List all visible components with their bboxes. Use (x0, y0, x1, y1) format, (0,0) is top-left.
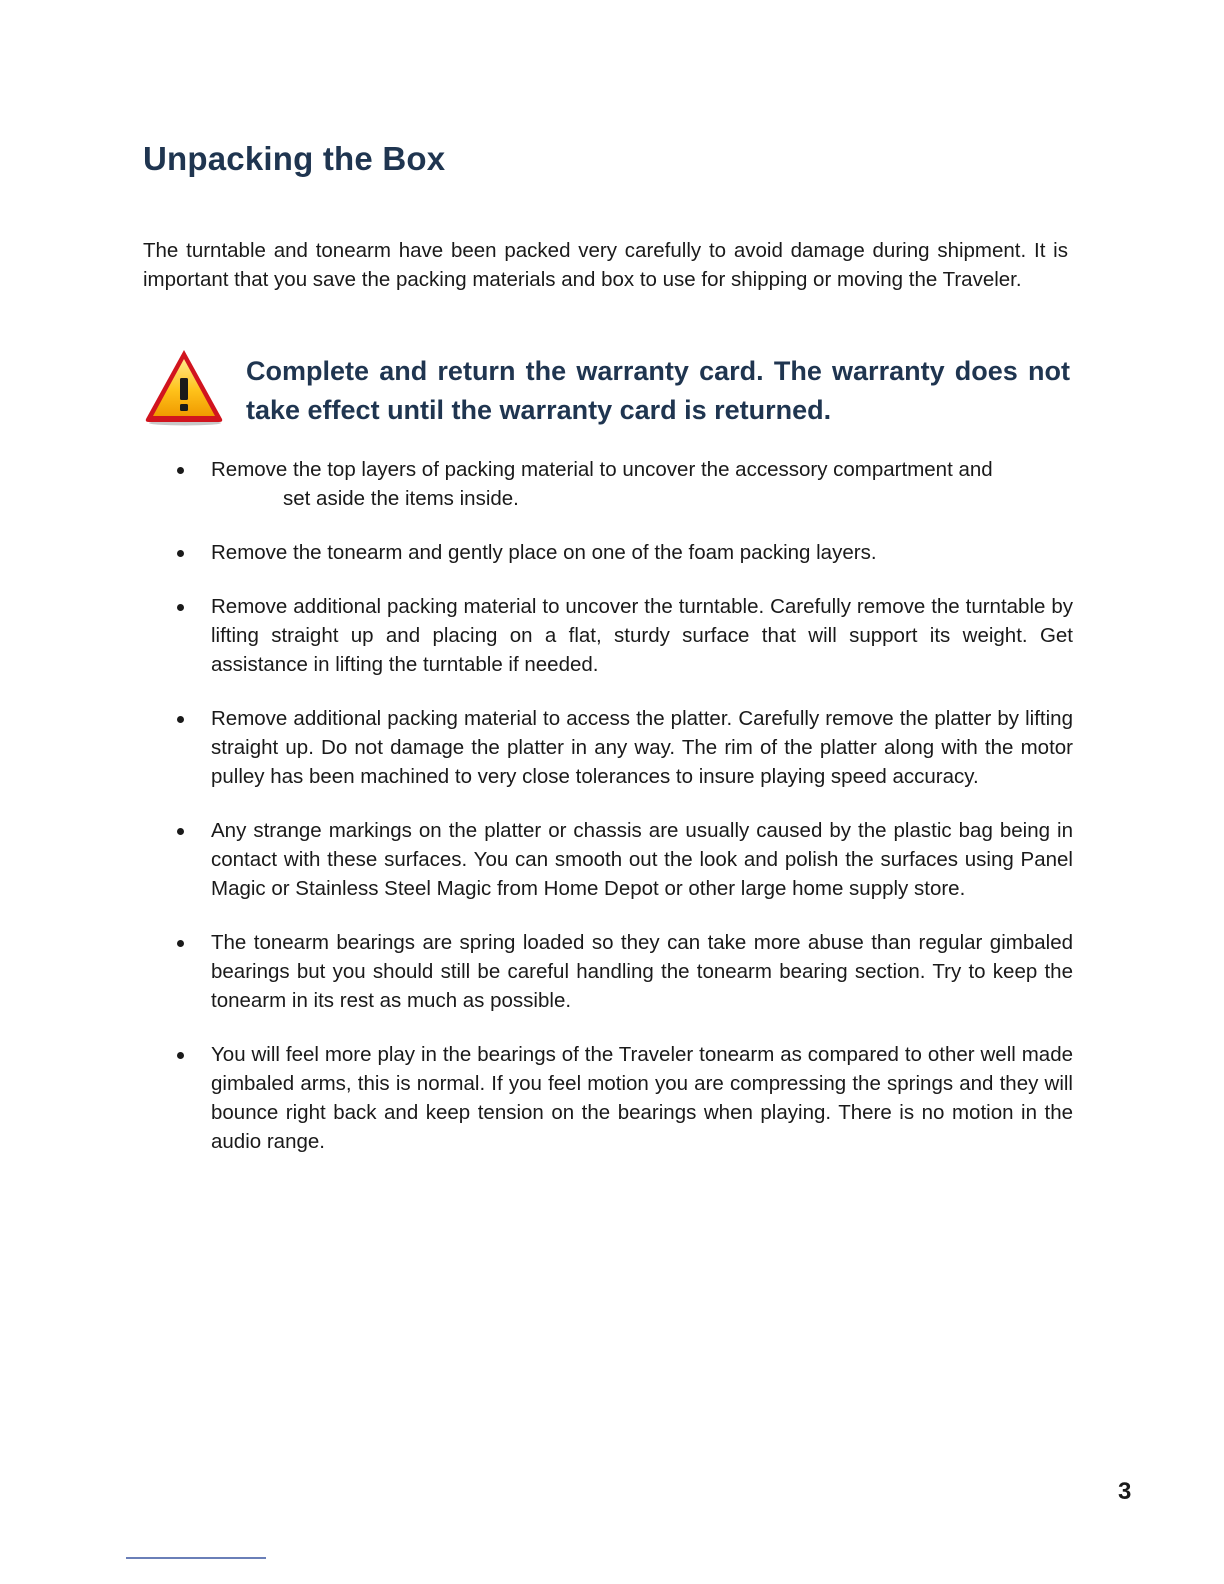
bullet-dot (177, 828, 184, 835)
bullet-dot (177, 550, 184, 557)
list-item-text: You will feel more play in the bearings of the Traveler tonearm as compared to other well made gimbaled arms, this is normal. If you feel motion you are compressing the springs and they will bounce right back and keep tension on the bearings when playing. There is no motion in the audio range. (211, 1043, 1073, 1153)
warning-triangle-icon (143, 346, 225, 426)
list-item-text: Remove the top layers of packing material to uncover the accessory compartment and (211, 458, 993, 481)
list-item (143, 538, 1073, 567)
page-title: Unpacking the Box (143, 140, 446, 177)
intro-paragraph: The turntable and tonearm have been packed very carefully to avoid damage during shipment. It is important that you save the packing materials and box to use for shipping or moving the Traveler. (143, 239, 1068, 291)
list-item-text: Any strange markings on the platter or chassis are usually caused by the plastic bag being in contact with these surfaces. You can smooth out the look and polish the surfaces using Panel Magic or Stainless Steel Magic from Home Depot or other large home supply store. (211, 819, 1073, 900)
bullet-dot (177, 467, 184, 474)
list-item-text-continued: set aside the items inside. (283, 487, 519, 510)
list-item (143, 455, 1073, 513)
list-item-text: The tonearm bearings are spring loaded so they can take more abuse than regular gimbaled bearings but you should still be careful handling the tonearm bearing section. Try to keep the tonearm in its rest as much as possible. (211, 931, 1073, 1012)
bullet-dot (177, 716, 184, 723)
bullet-dot (177, 940, 184, 947)
list-item-text: Remove the tonearm and gently place on one of the foam packing layers. (211, 541, 877, 564)
bullet-dot (177, 1052, 184, 1059)
warning-text: Complete and return the warranty card. The warranty does not take effect until the warranty card is returned. (246, 356, 1070, 425)
list-item (143, 704, 1073, 791)
bottom-divider (126, 1557, 266, 1559)
warning-callout (143, 346, 1073, 436)
list-item (143, 592, 1073, 679)
list-item-text: Remove additional packing material to uncover the turntable. Carefully remove the turntable by lifting straight up and placing on a flat, sturdy surface that will support its weight. Get assistance in lifting the turntable if needed. (211, 595, 1073, 676)
list-item-text: Remove additional packing material to access the platter. Carefully remove the platter by lifting straight up. Do not damage the platter in any way. The rim of the platter along with the motor pulley has been machined to very close tolerances to insure playing speed accuracy. (211, 707, 1073, 788)
page-number: 3 (1118, 1478, 1132, 1505)
list-item (143, 1040, 1073, 1156)
list-item (143, 816, 1073, 903)
bullet-dot (177, 604, 184, 611)
bullet-list (143, 455, 1073, 1181)
list-item (143, 928, 1073, 1015)
